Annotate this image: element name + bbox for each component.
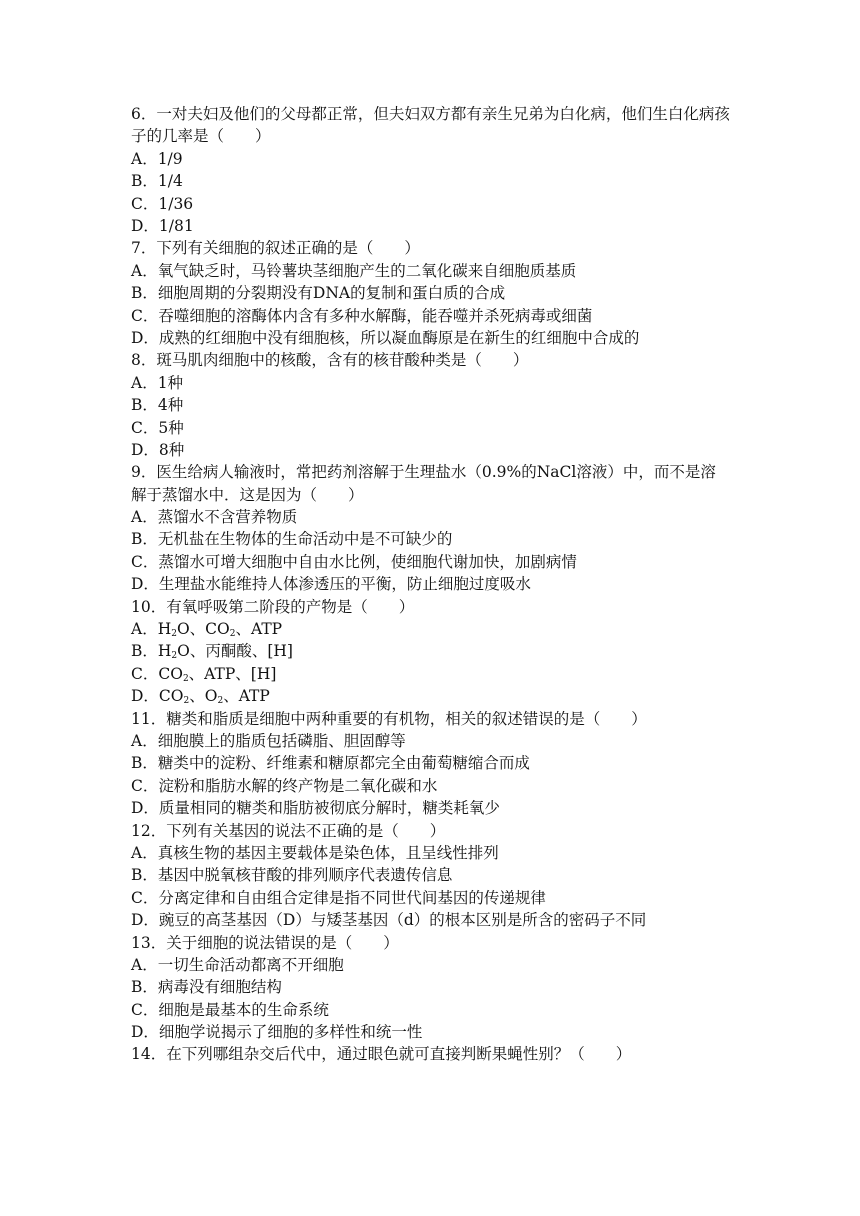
option-b: B．基因中脱氧核苷酸的排列顺序代表遗传信息 bbox=[131, 866, 453, 885]
option-d: D．生理盐水能维持人体渗透压的平衡，防止细胞过度吸水 bbox=[131, 575, 531, 594]
question-9 bbox=[131, 461, 731, 595]
option-text: O、CO bbox=[176, 620, 230, 639]
option-c: C．淀粉和脂肪水解的终产物是二氧化碳和水 bbox=[131, 776, 438, 795]
question-stem: 9．医生给病人输液时，常把药剂溶解于生理盐水（0.9%的NaCl溶液）中，而不是溶解于蒸馏水中．这是因为（ ） bbox=[131, 463, 716, 504]
subscript: 2 bbox=[183, 696, 190, 707]
option-a: A．一切生命活动都离不开细胞 bbox=[131, 955, 344, 974]
option-a: A．1种 bbox=[131, 373, 184, 392]
option-d: D．8种 bbox=[131, 440, 185, 459]
option-c: C．1/36 bbox=[131, 194, 194, 213]
option-d: D．质量相同的糖类和脂肪被彻底分解时，糖类耗氧少 bbox=[131, 799, 500, 818]
question-12 bbox=[131, 820, 731, 932]
option-a bbox=[131, 618, 731, 640]
option-a: A．真核生物的基因主要载体是染色体，且呈线性排列 bbox=[131, 843, 499, 862]
subscript: 2 bbox=[217, 696, 224, 707]
question-stem: 6．一对夫妇及他们的父母都正常，但夫妇双方都有亲生兄弟为白化病，他们生白化病孩子的几率是（ ） bbox=[131, 105, 730, 146]
option-c: C．蒸馏水可增大细胞中自由水比例，使细胞代谢加快，加剧病情 bbox=[131, 552, 577, 571]
option-b bbox=[131, 640, 731, 662]
option-b: B．细胞周期的分裂期没有DNA的复制和蛋白质的合成 bbox=[131, 284, 506, 303]
option-d: D．成熟的红细胞中没有细胞核，所以凝血酶原是在新生的红细胞中合成的 bbox=[131, 328, 640, 347]
subscript: 2 bbox=[229, 629, 236, 640]
option-d bbox=[131, 685, 731, 707]
option-text: A．H bbox=[131, 620, 172, 639]
question-6 bbox=[131, 103, 731, 237]
question-14 bbox=[131, 1043, 731, 1065]
question-11 bbox=[131, 708, 731, 820]
question-stem: 12．下列有关基因的说法不正确的是（ ） bbox=[131, 821, 446, 840]
option-c: C．分离定律和自由组合定律是指不同世代间基因的传递规律 bbox=[131, 888, 546, 907]
option-b: B．糖类中的淀粉、纤维素和糖原都完全由葡萄糖缩合而成 bbox=[131, 754, 530, 773]
subscript: 2 bbox=[171, 629, 177, 640]
option-text: D．CO bbox=[131, 687, 184, 706]
option-text: B．H bbox=[131, 642, 172, 661]
question-13 bbox=[131, 932, 731, 1044]
question-7 bbox=[131, 237, 731, 349]
option-b: B．病毒没有细胞结构 bbox=[131, 978, 282, 997]
subscript: 2 bbox=[171, 651, 178, 662]
question-stem: 14．在下列哪组杂交后代中，通过眼色就可直接判断果蝇性别？（ ） bbox=[131, 1045, 632, 1064]
question-stem: 13．关于细胞的说法错误的是（ ） bbox=[131, 933, 399, 952]
option-text: 、O bbox=[189, 687, 218, 706]
option-c: C．吞噬细胞的溶酶体内含有多种水解酶，能吞噬并杀死病毒或细菌 bbox=[131, 306, 593, 325]
option-d: D．豌豆的高茎基因（D）与矮茎基因（d）的根本区别是所含的密码子不同 bbox=[131, 911, 647, 930]
option-a: A．蒸馏水不含营养物质 bbox=[131, 508, 298, 527]
option-a: A．氧气缺乏时，马铃薯块茎细胞产生的二氧化碳来自细胞质基质 bbox=[131, 261, 577, 280]
option-b: B．4种 bbox=[131, 396, 184, 415]
question-stem: 7．下列有关细胞的叙述正确的是（ ） bbox=[131, 239, 420, 258]
option-d: D．细胞学说揭示了细胞的多样性和统一性 bbox=[131, 1023, 423, 1042]
option-b: B．1/4 bbox=[131, 172, 183, 191]
question-stem: 8．斑马肌肉细胞中的核酸，含有的核苷酸种类是（ ） bbox=[131, 351, 529, 370]
option-d: D．1/81 bbox=[131, 216, 194, 235]
option-text: O、丙酮酸、[H] bbox=[177, 642, 293, 661]
question-stem: 10．有氧呼吸第二阶段的产物是（ ） bbox=[131, 597, 415, 616]
question-10 bbox=[131, 596, 731, 708]
option-text: 、ATP bbox=[223, 687, 270, 706]
option-a: A．1/9 bbox=[131, 149, 183, 168]
option-c: C．5种 bbox=[131, 418, 184, 437]
option-a: A．细胞膜上的脂质包括磷脂、胆固醇等 bbox=[131, 732, 406, 750]
option-text: C．CO bbox=[131, 664, 183, 683]
question-stem: 11．糖类和脂质是细胞中两种重要的有机物，相关的叙述错误的是（ ） bbox=[131, 709, 647, 728]
option-text: 、ATP、[H] bbox=[188, 664, 277, 683]
option-c: C．细胞是最基本的生命系统 bbox=[131, 1000, 329, 1019]
subscript: 2 bbox=[182, 673, 189, 684]
option-b: B．无机盐在生物体的生命活动中是不可缺少的 bbox=[131, 530, 453, 549]
question-8 bbox=[131, 349, 731, 461]
option-c bbox=[131, 663, 731, 685]
option-text: 、ATP bbox=[235, 620, 283, 639]
question-list bbox=[131, 103, 731, 1066]
